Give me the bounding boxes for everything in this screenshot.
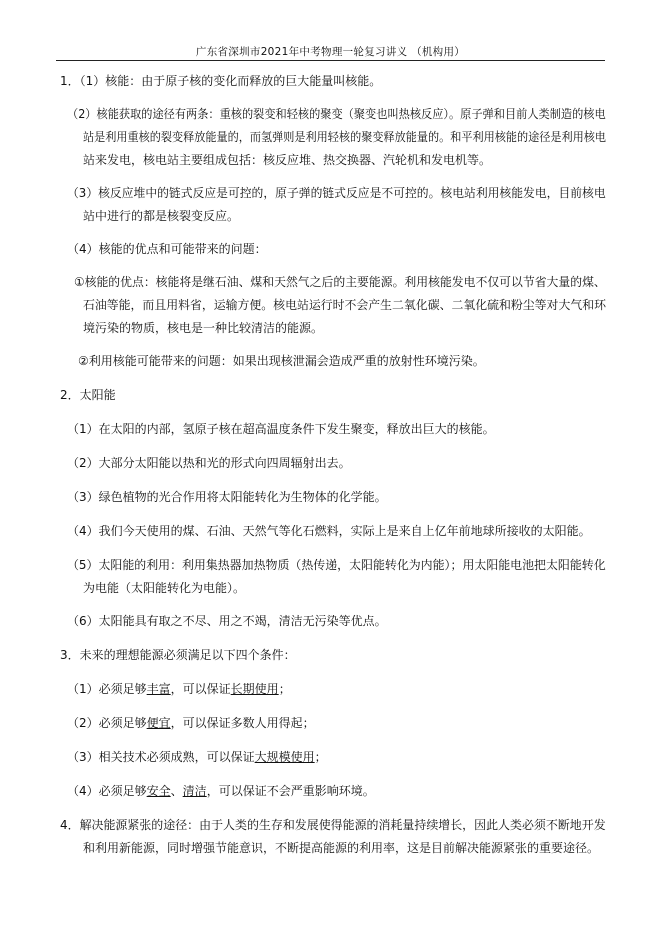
condition-2-key-1: 便宜 xyxy=(146,716,171,730)
chain-reaction-line-1: （3）核反应堆中的链式反应是可控的，原子弹的链式反应是不可控的。核电站利用核能发电，目前核电 xyxy=(67,186,606,200)
solar-item-5-line-1: （5）太阳能的利用：利用集热器加热物质（热传递，太阳能转化为内能）；用太阳能电池把太阳能转化 xyxy=(67,558,606,572)
chain-reaction-line-2: 站中进行的都是核裂变反应。 xyxy=(83,209,240,223)
solar-item-1: （1）在太阳的内部，氢原子核在超高温度条件下发生聚变，释放出巨大的核能。 xyxy=(67,422,495,436)
condition-4-text-a: （4）必须足够 xyxy=(67,784,147,798)
condition-3 xyxy=(67,749,327,765)
nuclear-definition: 1．（1）核能：由于原子核的变化而释放的巨大能量叫核能。 xyxy=(60,74,382,88)
page-header: 广东省深圳市2021年中考物理一轮复习讲义 （机构用） xyxy=(195,46,466,58)
pros-line-2: 石油等能，而且用料省，运输方便。核电站运行时不会产生二氧化碳、二氧化硫和粉尘等对大气和环 xyxy=(83,298,606,312)
solar-item-4: （4）我们今天使用的煤、石油、天然气等化石燃料，实际上是来自上亿年前地球所接收的太阳能。 xyxy=(67,524,591,538)
pros-cons-heading: （4）核能的优点和可能带来的问题： xyxy=(67,242,267,256)
nuclear-methods-line-2: 站是利用重核的裂变释放能量的，而氢弹则是利用轻核的聚变释放能量的。和平利用核能的途径是利用核电 xyxy=(83,130,607,144)
header-rule xyxy=(56,60,605,61)
condition-2-text-b: ，可以保证多数人用得起； xyxy=(170,716,315,730)
condition-2-text-a: （2）必须足够 xyxy=(67,716,147,730)
solar-item-2: （2）大部分太阳能以热和光的形式向四周辐射出去。 xyxy=(67,456,351,470)
nuclear-methods-line-3: 站来发电，核电站主要组成包括：核反应堆、热交换器、汽轮机和发电机等。 xyxy=(83,153,492,167)
condition-4-key-1: 安全 xyxy=(146,784,171,798)
condition-3-key-1: 大规模使用 xyxy=(254,750,315,764)
condition-4-key-2: 清洁 xyxy=(182,784,207,798)
solar-item-3: （3）绿色植物的光合作用将太阳能转化为生物体的化学能。 xyxy=(67,490,387,504)
nuclear-methods-line-1: （2）核能获取的途径有两条：重核的裂变和轻核的聚变（聚变也叫热核反应）。原子弹和目前人类制造的核电 xyxy=(67,107,606,121)
ideal-energy-heading: 3．未来的理想能源必须满足以下四个条件： xyxy=(60,648,296,662)
solar-item-6: （6）太阳能具有取之不尽、用之不竭，清洁无污染等优点。 xyxy=(67,614,387,628)
condition-1-text-a: （1）必须足够 xyxy=(67,682,147,696)
condition-3-text-b: ； xyxy=(314,750,327,764)
condition-4 xyxy=(67,783,375,799)
condition-1-key-1: 丰富 xyxy=(146,682,171,696)
condition-1-text-b: ，可以保证 xyxy=(170,682,231,696)
cons-line: ②利用核能可能带来的问题：如果出现核泄漏会造成严重的放射性环境污染。 xyxy=(78,354,485,368)
condition-1-key-2: 长期使用 xyxy=(230,682,279,696)
condition-1-text-c: ； xyxy=(278,682,291,696)
solar-heading: 2．太阳能 xyxy=(60,388,116,402)
condition-3-text-a: （3）相关技术必须成熟，可以保证 xyxy=(67,750,255,764)
condition-2 xyxy=(67,715,315,731)
condition-4-text-b: 、 xyxy=(170,784,183,798)
pros-line-1: ①核能的优点：核能将是继石油、煤和天然气之后的主要能源。利用核能发电不仅可以节省大量的煤、 xyxy=(74,275,606,289)
condition-4-text-c: ，可以保证不会严重影响环境。 xyxy=(206,784,375,798)
condition-1 xyxy=(67,681,291,697)
pros-line-3: 境污染的物质，核电是一种比较清洁的能源。 xyxy=(83,321,324,335)
energy-shortage-line-2: 和利用新能源，同时增强节能意识，不断提高能源的利用率，这是目前解决能源紧张的重要途径。 xyxy=(83,841,600,855)
solar-item-5-line-2: 为电能（太阳能转化为电能）。 xyxy=(83,581,246,595)
energy-shortage-line-1: 4．解决能源紧张的途径：由于人类的生存和发展使得能源的消耗量持续增长，因此人类必须不断地开发 xyxy=(60,818,606,832)
